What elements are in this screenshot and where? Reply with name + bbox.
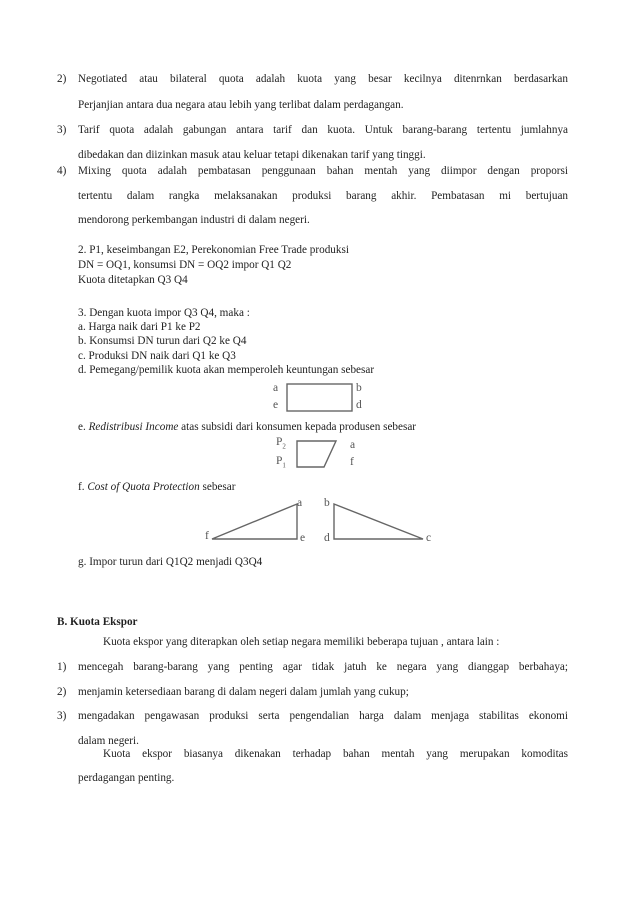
item-4-number: 4) [57, 165, 67, 177]
block3-line-1: 3. Dengan kuota impor Q3 Q4, maka : [78, 307, 250, 319]
b-item-2-number: 2) [57, 686, 67, 698]
trapezoid-shape [296, 440, 344, 470]
rect-label-b: b [356, 382, 362, 394]
rect-shape [286, 383, 354, 413]
trap-label-p1: $P_1$ [276, 455, 286, 470]
b-item-3-number: 3) [57, 710, 67, 722]
block2-line-3: Kuota ditetapkan Q3 Q4 [78, 274, 188, 286]
b-item-2-line-1: menjamin ketersediaan barang di dalam negeri dalam jumlah yang cukup; [78, 686, 409, 698]
b-item-1-line-1: mencegah barang-barang yang penting agar tidak jatuh ke negara yang dianggap berbahaya; [78, 661, 568, 673]
item-e-italic: Redistribusi Income [88, 421, 179, 433]
item-e-rest: atas subsidi dari konsumen kepada produsen sebesar [178, 421, 417, 433]
item-f-italic: Cost of Quota Protection [87, 481, 200, 493]
tri-label-b: b [324, 497, 330, 509]
item-4-line-3: mendorong perkembangan industri di dalam negeri. [78, 214, 310, 226]
item-2-line-2: Perjanjian antara dua negara atau lebih yang terlibat dalam perdagangan. [78, 99, 404, 111]
tri-label-a: a [297, 497, 303, 509]
b-item-1-number: 1) [57, 661, 67, 673]
item-g: g. Impor turun dari Q1Q2 menjadi Q3Q4 [78, 556, 263, 568]
tri-label-c: c [426, 532, 432, 544]
block3-line-3: b. Konsumsi DN turun dari Q2 ke Q4 [78, 335, 247, 347]
rect-label-d: d [356, 399, 362, 411]
item-e: e. Redistribusi Income atas subsidi dari konsumen kepada produsen sebesar [78, 421, 417, 433]
item-4-line-1: Mixing quota adalah pembatasan penggunaan bahan mentah yang diimpor dengan proporsi [78, 165, 568, 177]
b-item-3-line-2: dalam negeri. [78, 735, 139, 747]
rect-label-a: a [273, 382, 279, 394]
tri-label-f: f [205, 530, 209, 542]
item-f-rest: sebesar [199, 481, 236, 493]
block3-line-2: a. Harga naik dari P1 ke P2 [78, 321, 201, 333]
item-3-number: 3) [57, 124, 67, 136]
item-3-line-2: dibedakan dan diizinkan masuk atau keluar tetapi dikenakan tarif yang tinggi. [78, 149, 426, 161]
item-3-line-1: Tarif quota adalah gabungan antara tarif dan kuota. Untuk barang-barang tertentu jumlahnya [78, 124, 568, 136]
trap-label-a: a [350, 439, 356, 451]
item-f: f. Cost of Quota Protection sebesar [78, 481, 236, 493]
item-2-number: 2) [57, 73, 67, 85]
closing-line-2: perdagangan penting. [78, 772, 175, 784]
rect-label-e: e [273, 399, 279, 411]
block3-line-5: d. Pemegang/pemilik kuota akan memperoleh keuntungan sebesar [78, 364, 375, 376]
trap-label-f: f [350, 456, 354, 468]
section-intro: Kuota ekspor yang diterapkan oleh setiap negara memiliki beberapa tujuan , antara lain : [103, 636, 500, 648]
item-4-line-2: tertentu dalam rangka melaksanakan produksi barang akhir. Pembatasan mi bertujuan [78, 190, 568, 202]
item-2-line-1: Negotiated atau bilateral quota adalah kuota yang besar kecilnya ditenrnkan berdasarkan [78, 73, 568, 85]
triangle-left [211, 503, 299, 541]
tri-label-d: d [324, 532, 330, 544]
section-title: B. Kuota Ekspor [57, 616, 138, 628]
triangle-right [333, 503, 425, 541]
tri-label-e: e [300, 532, 306, 544]
trap-label-p2: $P_2$ [276, 436, 286, 451]
block3-line-4: c. Produksi DN naik dari Q1 ke Q3 [78, 350, 236, 362]
closing-line-1: Kuota ekspor biasanya dikenakan terhadap bahan mentah yang merupakan komoditas [103, 748, 568, 760]
block2-line-1: 2. P1, keseimbangan E2, Perekonomian Free Trade produksi [78, 244, 349, 256]
block2-line-2: DN = OQ1, konsumsi DN = OQ2 impor Q1 Q2 [78, 259, 292, 271]
b-item-3-line-1: mengadakan pengawasan produksi serta pengendalian harga dalam menjaga stabilitas ekonomi [78, 710, 568, 722]
